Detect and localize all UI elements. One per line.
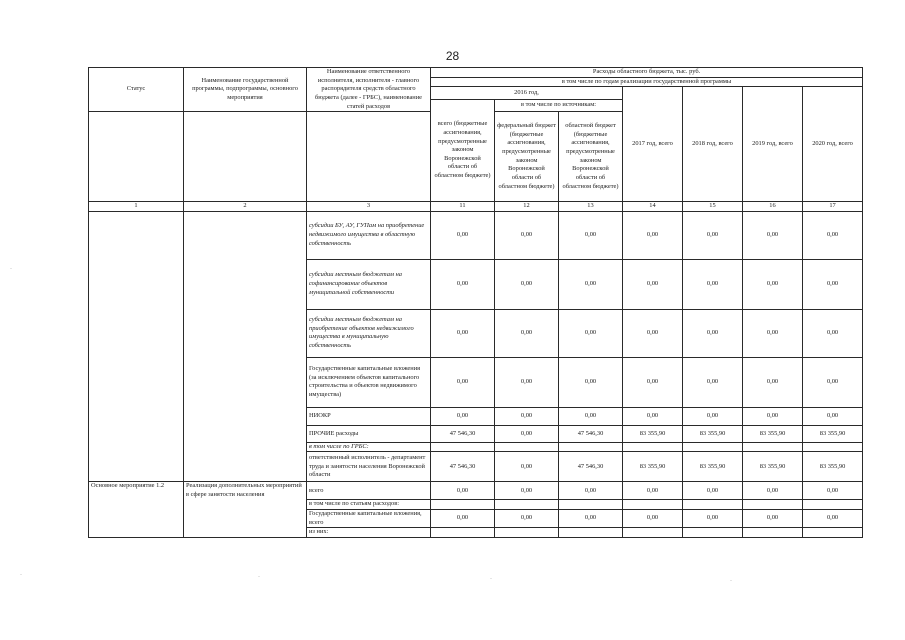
value-cell: 0,00 bbox=[431, 259, 495, 309]
scan-speck: · bbox=[490, 576, 492, 582]
value-cell-empty bbox=[623, 442, 683, 452]
value-cell: 47 546,30 bbox=[431, 452, 495, 482]
header-regional-budget: областной бюджет (бюджетные ассигнования, предусмотренные законом Воронежской области об областном бюджете) bbox=[559, 112, 623, 202]
value-cell: 0,00 bbox=[743, 309, 803, 357]
scan-speck: · bbox=[10, 266, 12, 272]
value-cell: 0,00 bbox=[495, 211, 559, 259]
value-cell: 47 546,30 bbox=[559, 452, 623, 482]
scan-speck: · bbox=[20, 572, 22, 578]
value-cell-empty bbox=[431, 442, 495, 452]
value-cell-empty bbox=[743, 528, 803, 538]
value-cell: 0,00 bbox=[431, 482, 495, 500]
value-cell: 0,00 bbox=[495, 482, 559, 500]
row-label: субсидии БУ, АУ, ГУПам на приобретение недвижимого имущества в областную собственность bbox=[307, 211, 431, 259]
value-cell: 0,00 bbox=[431, 309, 495, 357]
value-cell: 83 355,90 bbox=[623, 425, 683, 442]
header-incl-sources: в том числе по источникам: bbox=[495, 99, 623, 111]
value-cell: 0,00 bbox=[495, 452, 559, 482]
value-cell: 0,00 bbox=[743, 357, 803, 407]
measure-incl-articles: в том числе по статьям расходов: bbox=[307, 500, 431, 510]
value-cell-empty bbox=[431, 500, 495, 510]
header-year-2020: 2020 год, всего bbox=[803, 87, 863, 202]
header-expenses: Расходы областного бюджета, тыс. руб. bbox=[431, 68, 863, 78]
value-cell: 83 355,90 bbox=[623, 452, 683, 482]
value-cell: 0,00 bbox=[743, 211, 803, 259]
value-cell-empty bbox=[559, 442, 623, 452]
header-federal-budget: федеральный бюджет (бюджетные ассигнования, предусмотренные законом Воронежской области об областном бюджете) bbox=[495, 112, 559, 202]
value-cell: 0,00 bbox=[683, 510, 743, 528]
value-cell-empty bbox=[803, 500, 863, 510]
column-number: 1 bbox=[89, 202, 184, 212]
column-number: 3 bbox=[307, 202, 431, 212]
value-cell: 0,00 bbox=[431, 211, 495, 259]
value-cell-empty bbox=[803, 528, 863, 538]
budget-table bbox=[88, 67, 863, 538]
header-year-2019: 2019 год, всего bbox=[743, 87, 803, 202]
header-by-years: в том числе по годам реализации государственной программы bbox=[431, 77, 863, 87]
scan-speck: · bbox=[258, 574, 260, 580]
value-cell-empty bbox=[683, 442, 743, 452]
value-cell: 0,00 bbox=[803, 510, 863, 528]
value-cell-empty bbox=[495, 500, 559, 510]
value-cell: 0,00 bbox=[623, 309, 683, 357]
value-cell: 0,00 bbox=[743, 482, 803, 500]
value-cell: 0,00 bbox=[623, 259, 683, 309]
value-cell-empty bbox=[559, 500, 623, 510]
value-cell: 83 355,90 bbox=[743, 425, 803, 442]
value-cell: 47 546,30 bbox=[431, 425, 495, 442]
row-label: субсидии местным бюджетам на приобретение объектов недвижимого имущества в муниципальную собственность bbox=[307, 309, 431, 357]
header-spacer bbox=[184, 112, 307, 202]
column-number: 12 bbox=[495, 202, 559, 212]
value-cell: 0,00 bbox=[559, 259, 623, 309]
row-label: ответственный исполнитель - департамент труда и занятости населения Воронежской области bbox=[307, 452, 431, 482]
value-cell: 0,00 bbox=[683, 211, 743, 259]
value-cell: 0,00 bbox=[803, 482, 863, 500]
value-cell: 0,00 bbox=[559, 510, 623, 528]
measure-of-them: из них: bbox=[307, 528, 431, 538]
column-number: 2 bbox=[184, 202, 307, 212]
value-cell: 83 355,90 bbox=[743, 452, 803, 482]
row-label: Государственные капитальные вложения (за исключением объектов капитального строительства и объектов недвижимого имущества) bbox=[307, 357, 431, 407]
value-cell: 0,00 bbox=[431, 357, 495, 407]
value-cell: 0,00 bbox=[623, 357, 683, 407]
value-cell: 0,00 bbox=[559, 357, 623, 407]
value-cell: 0,00 bbox=[743, 259, 803, 309]
column-number: 11 bbox=[431, 202, 495, 212]
column-number: 16 bbox=[743, 202, 803, 212]
value-cell: 0,00 bbox=[803, 309, 863, 357]
value-cell: 0,00 bbox=[683, 309, 743, 357]
value-cell: 0,00 bbox=[683, 482, 743, 500]
value-cell-empty bbox=[431, 528, 495, 538]
value-cell: 83 355,90 bbox=[803, 452, 863, 482]
value-cell: 83 355,90 bbox=[803, 425, 863, 442]
value-cell: 83 355,90 bbox=[683, 452, 743, 482]
value-cell: 0,00 bbox=[495, 407, 559, 425]
value-cell: 0,00 bbox=[803, 211, 863, 259]
value-cell-empty bbox=[623, 500, 683, 510]
value-cell-empty bbox=[803, 442, 863, 452]
value-cell: 0,00 bbox=[495, 357, 559, 407]
header-total-allocations: всего (бюджетные ассигнования, предусмотренные законом Воронежской области об областном бюджете) bbox=[431, 99, 495, 201]
value-cell-empty bbox=[683, 528, 743, 538]
value-cell-empty bbox=[559, 528, 623, 538]
value-cell-empty bbox=[743, 442, 803, 452]
column-number: 15 bbox=[683, 202, 743, 212]
value-cell: 0,00 bbox=[803, 259, 863, 309]
value-cell: 0,00 bbox=[623, 407, 683, 425]
value-cell: 0,00 bbox=[495, 510, 559, 528]
value-cell: 0,00 bbox=[559, 211, 623, 259]
value-cell: 0,00 bbox=[743, 510, 803, 528]
measure-capital-label: Государственные капитальные вложения, всего bbox=[307, 510, 431, 528]
header-year-2016: 2016 год, bbox=[431, 87, 623, 99]
header-year-2018: 2018 год, всего bbox=[683, 87, 743, 202]
value-cell: 83 355,90 bbox=[683, 425, 743, 442]
value-cell-empty bbox=[683, 500, 743, 510]
value-cell: 0,00 bbox=[431, 407, 495, 425]
value-cell: 0,00 bbox=[495, 259, 559, 309]
column-number: 17 bbox=[803, 202, 863, 212]
value-cell: 0,00 bbox=[743, 407, 803, 425]
measure-name: Реализация дополнительных мероприятий в сфере занятости населения bbox=[184, 482, 307, 538]
program-cell-empty bbox=[184, 211, 307, 482]
header-program-name: Наименование государственной программы, подпрограммы, основного мероприятия bbox=[184, 68, 307, 112]
value-cell: 0,00 bbox=[495, 309, 559, 357]
value-cell: 0,00 bbox=[623, 510, 683, 528]
value-cell: 0,00 bbox=[803, 407, 863, 425]
header-status: Статус bbox=[89, 68, 184, 112]
value-cell-empty bbox=[623, 528, 683, 538]
value-cell: 0,00 bbox=[683, 357, 743, 407]
value-cell: 0,00 bbox=[683, 407, 743, 425]
row-label: субсидии местным бюджетам на софинансирование объектов муниципальной собственности bbox=[307, 259, 431, 309]
column-number: 13 bbox=[559, 202, 623, 212]
row-label: ПРОЧИЕ расходы bbox=[307, 425, 431, 442]
value-cell-empty bbox=[743, 500, 803, 510]
value-cell: 0,00 bbox=[495, 425, 559, 442]
value-cell: 0,00 bbox=[559, 309, 623, 357]
page-number: 28 bbox=[445, 49, 460, 63]
row-label: в том числе по ГРБС: bbox=[307, 442, 431, 452]
value-cell: 0,00 bbox=[803, 357, 863, 407]
value-cell: 0,00 bbox=[623, 482, 683, 500]
header-spacer bbox=[307, 112, 431, 202]
scan-speck: · bbox=[730, 578, 732, 584]
value-cell-empty bbox=[495, 442, 559, 452]
header-year-2017: 2017 год, всего bbox=[623, 87, 683, 202]
measure-status: Основное мероприятие 1.2 bbox=[89, 482, 184, 538]
value-cell: 0,00 bbox=[559, 482, 623, 500]
value-cell-empty bbox=[495, 528, 559, 538]
header-spacer bbox=[89, 112, 184, 202]
value-cell: 0,00 bbox=[431, 510, 495, 528]
value-cell: 0,00 bbox=[683, 259, 743, 309]
status-cell-empty bbox=[89, 211, 184, 482]
header-executor: Наименование ответственного исполнителя, исполнителя - главного распорядителя средств областного бюджета (далее - ГРБС), наименование статей расходов bbox=[307, 68, 431, 112]
value-cell: 0,00 bbox=[623, 211, 683, 259]
value-cell: 0,00 bbox=[559, 407, 623, 425]
value-cell: 47 546,30 bbox=[559, 425, 623, 442]
row-label: НИОКР bbox=[307, 407, 431, 425]
column-number: 14 bbox=[623, 202, 683, 212]
measure-total-label: всего bbox=[307, 482, 431, 500]
